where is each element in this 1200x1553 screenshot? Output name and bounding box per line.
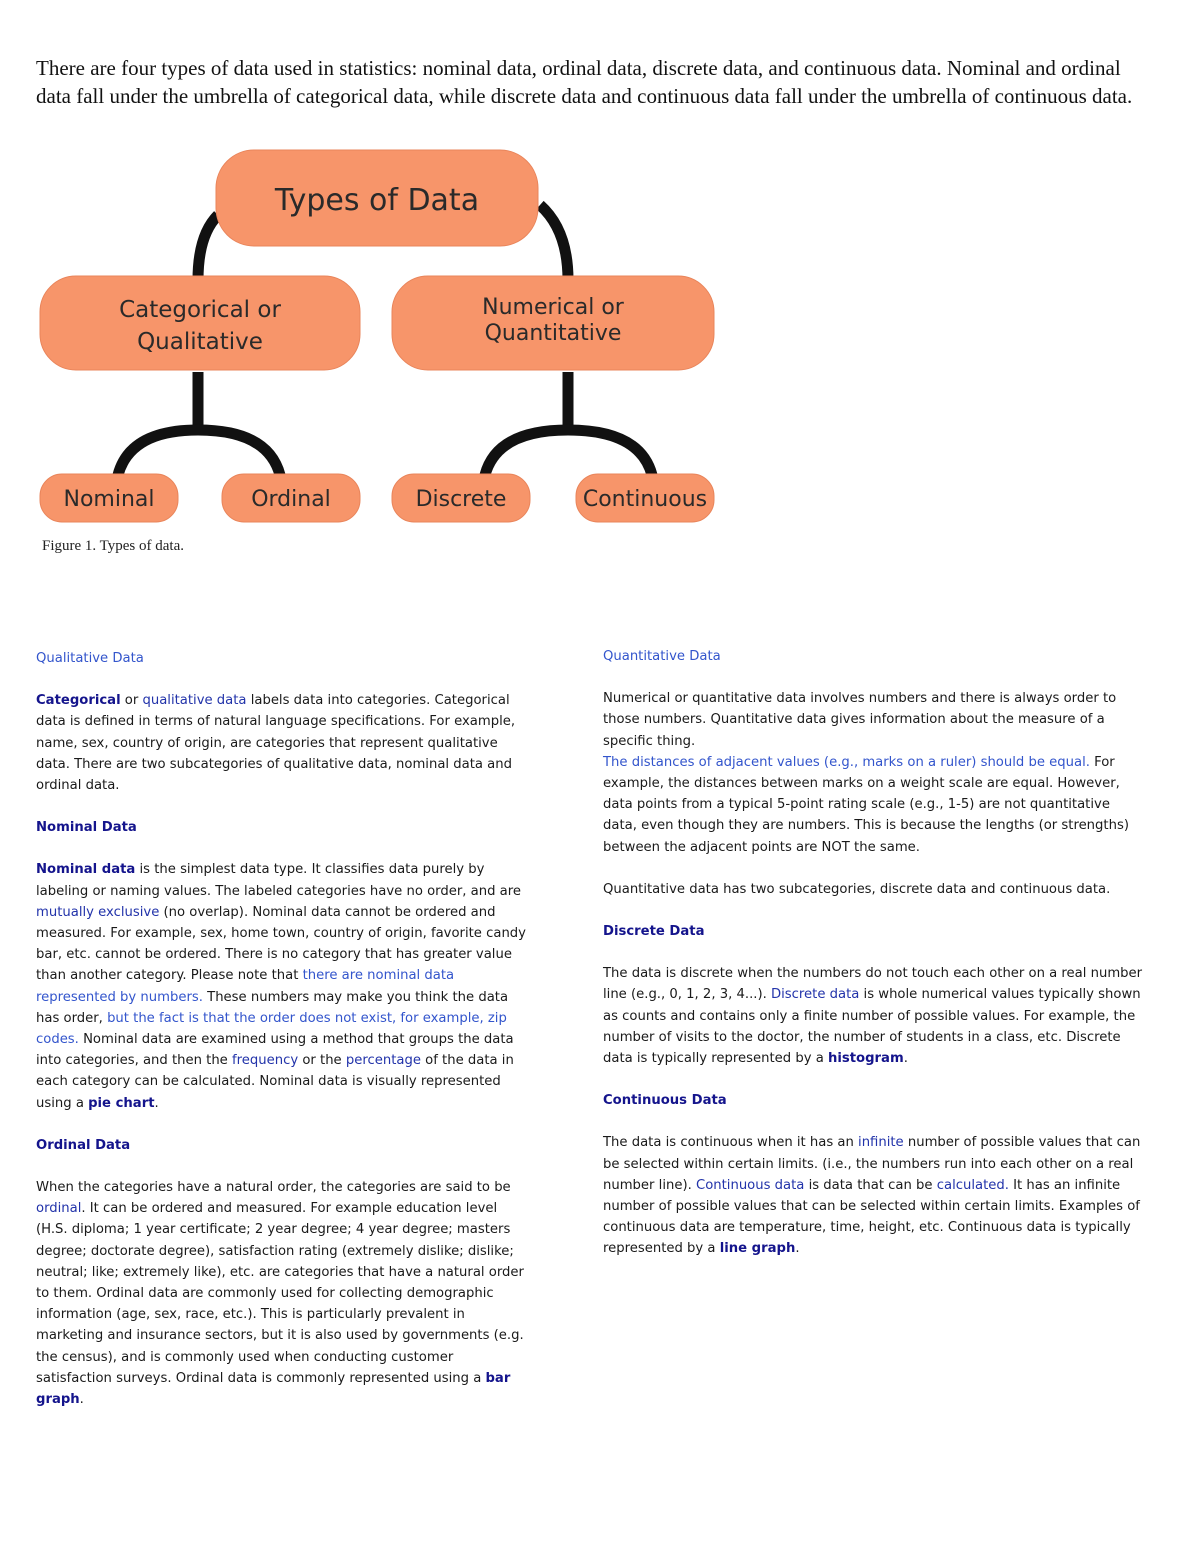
label-numerical-1: Numerical or [482,295,624,320]
box-categorical [40,276,360,370]
label-categorical-2: Qualitative [137,329,263,355]
qualitative-paragraph: Categorical or qualitative data labels data into categories. Categorical data is defined in terms of natural language specifications. For example, name, sex, country of origin, are categories that represent qualitative data. There are two subcategories of qualitative data, nominal data and ordinal data. [36,693,516,794]
connector-cat-arc [118,430,280,475]
nominal-numbers-note: there are nominal data represented by numbers. [36,968,455,1005]
label-continuous: Continuous [582,487,708,512]
label-numerical-2: Quantitative [484,321,622,346]
adjacent-values-note: The distances of adjacent values (e.g., marks on a ruler) should be equal. [603,754,1090,770]
discrete-heading: Discrete Data [603,924,705,940]
frequency-link[interactable]: frequency [232,1053,299,1069]
intro-paragraph: There are four types of data used in statistics: nominal data, ordinal data, discrete data, and continuous data. Nominal and ordinal data fall under the umbrella of categorical data, while discrete data and continuous data fall under the umbrella of continuous data. [36,56,1133,108]
nominal-heading: Nominal Data [36,820,137,836]
qualitative-data-link[interactable]: Qualitative Data [36,651,144,666]
quantitative-paragraph-1: Numerical or quantitative data involves numbers and there is always order to those numbers. Quantitative data gives information about the measure of a specific thing. [603,691,1117,749]
quantitative-paragraph-2: The distances of adjacent values (e.g., marks on a ruler) should be equal. For example, the distances between marks on a weight scale are equal. However, data points from a typical 5-point rating scale (e.g., 1-5) are not quantitative data, even though they are numbers. This is because the lengths (or strengths) between the adjacent points are NOT the same. [603,754,1129,855]
connector-num-arc [485,430,652,475]
continuous-data-link[interactable]: Continuous data [696,1177,805,1193]
continuous-paragraph: The data is continuous when it has an infinite number of possible values that can be selected within certain limits. (i.e., the numbers run into each other on a real number line). Continuous data is data that can be calculated. It has an infinite number of possible values that can be selected within certain limits. Examples of continuous data are temperature, time, height, etc. Continuous data is typically represented by a line graph. [603,1135,1141,1257]
diagram-svg [0,140,760,540]
ordinal-link[interactable]: ordinal [36,1201,82,1217]
right-column [603,646,1148,1260]
label-nominal: Nominal [63,487,155,512]
continuous-heading: Continuous Data [603,1093,727,1109]
discrete-data-link[interactable]: Discrete data [770,987,860,1003]
types-of-data-diagram [0,140,760,540]
zip-codes-note: but the fact is that the order does not exist, for example, zip codes. [36,1010,507,1048]
infinite-link[interactable]: infinite [858,1135,904,1151]
label-discrete: Discrete [415,487,507,512]
nominal-data-link[interactable]: Nominal data [36,862,136,878]
line-graph-link[interactable]: line graph [719,1241,796,1257]
quantitative-data-link[interactable]: Quantitative Data [603,649,721,664]
left-column [36,648,526,1410]
nominal-paragraph: Nominal data is the simplest data type. It classifies data purely by labeling or naming values. The labeled categories have no order, and are mutually exclusive (no overlap). Nominal data cannot be ordered and measured. For example, sex, home town, country of origin, favorite candy bar, etc. cannot be ordered. There is no category that has greater value than another category. Please note that there are nominal data represented by numbers. These numbers may make you think the data has order, but the fact is that the order does not exist, for example, zip codes. Nominal data are examined using a method that groups the data into categories, and then the frequency or the percentage of the data in each category can be calculated. Nominal data is visually represented using a pie chart. [36,862,526,1111]
mutually-exclusive-link[interactable]: mutually exclusive [36,904,160,920]
percentage-link[interactable]: percentage [345,1053,421,1069]
histogram-link[interactable]: histogram [827,1051,904,1067]
ordinal-paragraph: When the categories have a natural order, the categories are said to be ordinal. It can be ordered and measured. For example education level (H.S. diploma; 1 year certificate; 2 year degree; 4 year degree; masters degree; doctorate degree), satisfaction rating (extremely dislike; dislike; neutral; like; extremely like), etc. are categories that have a natural order to them. Ordinal data are commonly used for collecting demographic information (age, sex, race, etc.). This is particularly prevalent in marketing and insurance sectors, but it is also used by governments (e.g. the census), and is commonly used when conducting customer satisfaction surveys. Ordinal data is commonly represented using a bar graph. [36,1180,524,1408]
quantitative-paragraph-3: Quantitative data has two subcategories, discrete data and continuous data. [603,881,1111,897]
bar-graph-link[interactable]: bar graph [36,1370,511,1408]
discrete-paragraph: The data is discrete when the numbers do not touch each other on a real number line (e.g., 0, 1, 2, 3, 4...). Discrete data is whole numerical values typically shown as counts and contains only a finite number of possible values. For example, the number of visits to the doctor, the number of students in a class, etc. Discrete data is typically represented by a histogram. [603,966,1143,1067]
connector-root-right [540,205,568,280]
label-ordinal: Ordinal [251,487,331,512]
calculated-link[interactable]: calculated. [936,1177,1009,1193]
categorical-link[interactable]: Categorical [36,693,121,709]
figure-caption: Figure 1. Types of data. [42,538,184,554]
qualitative-data-term-link[interactable]: qualitative data [142,693,247,709]
connector-root-left [198,215,218,280]
label-categorical-1: Categorical or [119,297,281,323]
label-root: Types of Data [274,183,480,218]
pie-chart-link[interactable]: pie chart [88,1095,155,1111]
ordinal-heading: Ordinal Data [36,1137,131,1153]
